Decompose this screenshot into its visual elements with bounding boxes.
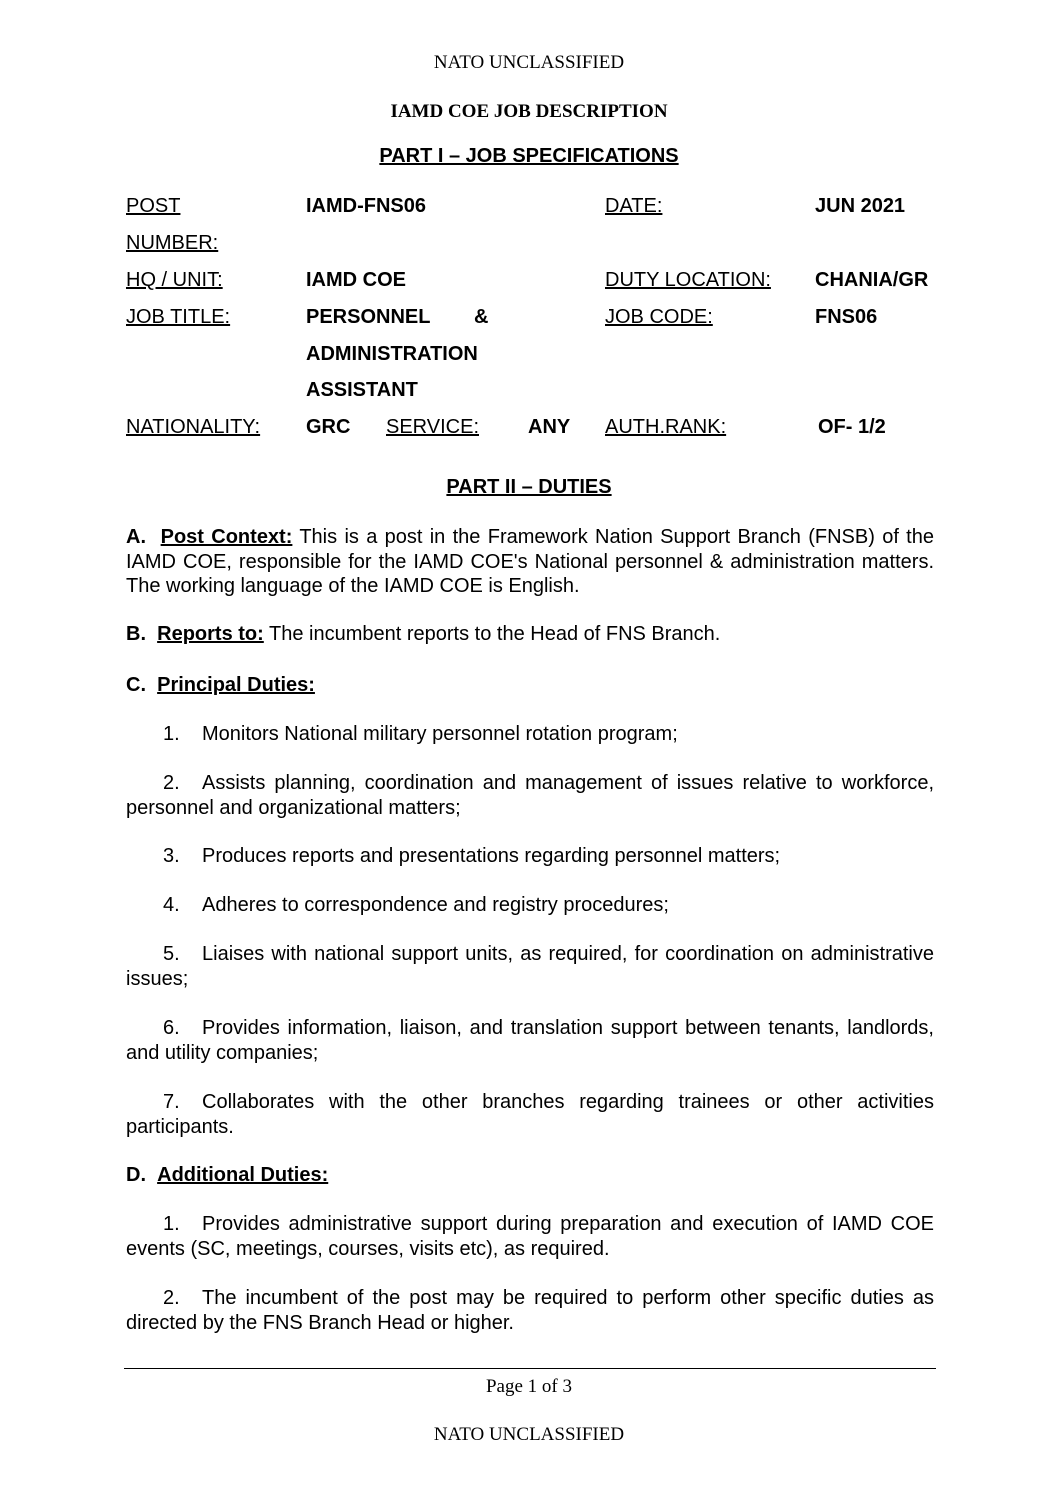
post-number-label-line1: POST (126, 195, 181, 217)
item-number: 4. (163, 894, 180, 916)
additional-duties-title: Additional Duties: (157, 1164, 329, 1186)
post-number-label-line2: NUMBER: (126, 232, 219, 254)
principal-duties-title: Principal Duties: (157, 674, 315, 696)
item-text: Adheres to correspondence and registry procedures; (202, 894, 669, 916)
item-text: Collaborates with the other branches regarding trainees or other activities participants. (126, 1091, 934, 1138)
date-value: JUN 2021 (815, 195, 906, 217)
principal-duty-item (126, 722, 934, 747)
job-title-value-line3: ASSISTANT (306, 379, 418, 401)
post-number-value: IAMD-FNS06 (306, 195, 427, 217)
additional-duties-letter: D. (126, 1164, 146, 1186)
service-value: ANY (528, 416, 571, 438)
item-text: Assists planning, coordination and management of issues relative to workforce, personnel and organizational matters; (126, 772, 934, 819)
additional-duty-item (126, 1212, 934, 1261)
item-text: Produces reports and presentations regarding personnel matters; (202, 845, 781, 867)
principal-duty-item (126, 1016, 934, 1065)
principal-duties-heading (126, 673, 934, 698)
job-title-label: JOB TITLE: (126, 306, 231, 328)
post-context-letter: A. (126, 526, 146, 548)
principal-duty-item (126, 844, 934, 869)
job-title-value-line1: PERSONNEL (306, 306, 431, 328)
classification-marking-top: NATO UNCLASSIFIED (433, 52, 625, 73)
reports-to-text: The incumbent reports to the Head of FNS Branch. (269, 623, 721, 645)
nationality-value: GRC (306, 416, 351, 438)
classification-marking-bottom: NATO UNCLASSIFIED (433, 1424, 625, 1445)
item-number: 2. (163, 1287, 180, 1309)
job-title-value-ampersand: & (474, 306, 489, 328)
job-title-value-line2: ADMINISTRATION (306, 343, 478, 365)
item-number: 2. (163, 772, 180, 794)
hq-unit-value: IAMD COE (306, 269, 406, 291)
item-number: 1. (163, 1213, 180, 1235)
item-number: 1. (163, 723, 180, 745)
item-text: Provides information, liaison, and translation support between tenants, landlords, and utility companies; (126, 1017, 934, 1064)
item-text: Provides administrative support during preparation and execution of IAMD COE events (SC, meetings, courses, visits etc), as required. (126, 1213, 934, 1260)
item-number: 3. (163, 845, 180, 867)
principal-duty-item (126, 942, 934, 991)
hq-unit-label: HQ / UNIT: (126, 269, 223, 291)
post-context-text: This is a post in the Framework Nation Support Branch (FNSB) of the IAMD COE, responsible for the IAMD COE's National personnel & administration matters. The working language of the IAMD COE is English. (126, 526, 934, 597)
item-number: 7. (163, 1091, 180, 1113)
nationality-label: NATIONALITY: (126, 416, 261, 438)
additional-duties-heading (126, 1163, 934, 1188)
post-context-paragraph (126, 525, 934, 599)
job-code-label: JOB CODE: (605, 306, 713, 328)
document-title: IAMD COE JOB DESCRIPTION (390, 101, 668, 122)
reports-to-title: Reports to: (157, 623, 264, 645)
item-text: The incumbent of the post may be required to perform other specific duties as directed by the FNS Branch Head or higher. (126, 1287, 934, 1334)
item-text: Liaises with national support units, as required, for coordination on administrative issues; (126, 943, 934, 990)
post-context-title: Post Context: (160, 526, 293, 548)
principal-duty-item (126, 771, 934, 820)
principal-duty-item (126, 1090, 934, 1139)
auth-rank-value: OF- 1/2 (818, 416, 886, 438)
part1-heading: PART I – JOB SPECIFICATIONS (379, 145, 679, 167)
principal-duties-letter: C. (126, 674, 146, 696)
footer-divider (124, 1368, 936, 1369)
service-label: SERVICE: (386, 416, 479, 438)
page-number: Page 1 of 3 (485, 1376, 572, 1397)
reports-to-paragraph (126, 622, 934, 647)
auth-rank-label: AUTH.RANK: (605, 416, 727, 438)
part2-heading: PART II – DUTIES (446, 476, 612, 498)
item-number: 5. (163, 943, 180, 965)
additional-duty-item (126, 1286, 934, 1335)
duty-location-value: CHANIA/GR (815, 269, 929, 291)
principal-duty-item (126, 893, 934, 918)
duty-location-label: DUTY LOCATION: (605, 269, 771, 291)
job-code-value: FNS06 (815, 306, 878, 328)
item-number: 6. (163, 1017, 180, 1039)
item-text: Monitors National military personnel rotation program; (202, 723, 678, 745)
date-label: DATE: (605, 195, 663, 217)
reports-to-letter: B. (126, 623, 146, 645)
